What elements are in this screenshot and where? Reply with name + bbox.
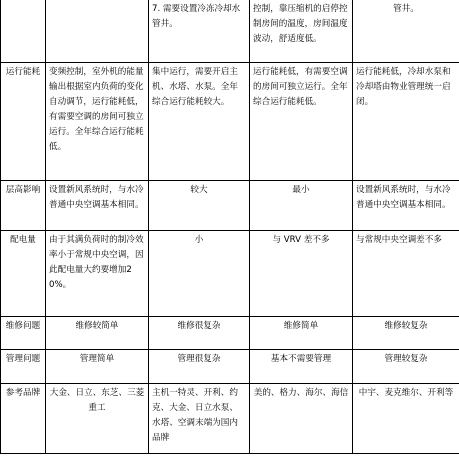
table-cell: 维修很复杂 <box>149 316 250 349</box>
table-row <box>1 230 459 316</box>
table-cell: 小 <box>149 230 250 316</box>
row-header-cell <box>1 0 46 62</box>
table-cell: 维修较复杂 <box>353 316 459 349</box>
table-cell: 管井。 <box>353 0 459 62</box>
table-cell: 控制，靠压缩机的启停控制房间的温度，房间温度波动，舒适度低。 <box>250 0 353 62</box>
table-cell: 7. 需要设置冷冻冷却水管井。 <box>149 0 250 62</box>
table-cell: 大金、日立、东芝、三菱重工 <box>46 383 149 453</box>
row-header-cell: 管理问题 <box>1 349 46 383</box>
table-cell: 最小 <box>250 180 353 230</box>
table-row <box>1 316 459 349</box>
table-cell: 较大 <box>149 180 250 230</box>
table-cell: 管理简单 <box>46 349 149 383</box>
table-cell: 变频控制，室外机的能量输出根据室内负荷的变化自动调节，运行能耗低，有需要空调的房间可独立运行。全年综合运行能耗低。 <box>46 62 149 180</box>
row-header-cell: 参考品牌 <box>1 383 46 453</box>
table-cell: 与 VRV 差不多 <box>250 230 353 316</box>
table-cell: 管理很复杂 <box>149 349 250 383</box>
table-cell: 与常规中央空调差不多 <box>353 230 459 316</box>
table-cell: 中宇、麦克维尔、开利等 <box>353 383 459 453</box>
table-cell: 维修简单 <box>250 316 353 349</box>
table-row <box>1 383 459 453</box>
table-cell: 集中运行，需要开启主机、水塔、水泵。全年综合运行能耗较大。 <box>149 62 250 180</box>
table-row <box>1 349 459 383</box>
table-cell: 运行能耗低，冷却水泵和冷却塔由物业管理统一启闭。 <box>353 62 459 180</box>
row-header-cell: 配电量 <box>1 230 46 316</box>
table-cell: 主机一特灵、开利、约克、大金、日立水泵、水塔、空调末端为国内品牌 <box>149 383 250 453</box>
table-cell: 运行能耗低，有需要空调的房间可独立运行。全年综合运行能耗低。 <box>250 62 353 180</box>
table-cell: 设置新风系统时，与水冷普通中央空调基本相同。 <box>353 180 459 230</box>
table-cell: 管理较复杂 <box>353 349 459 383</box>
table-row <box>1 180 459 230</box>
table-row <box>1 0 459 62</box>
table-cell: 设置新风系统时，与水冷普通中央空调基本相同。 <box>46 180 149 230</box>
table-cell: 由于其满负荷时的制冷效率小于常规中央空调，因此配电量大约要增加20%。 <box>46 230 149 316</box>
table-cell: 维修较简单 <box>46 316 149 349</box>
table-cell: 美的、格力、海尔、海信 <box>250 383 353 453</box>
table-cell <box>46 0 149 62</box>
row-header-cell: 维修问题 <box>1 316 46 349</box>
table-cell: 基本不需要管理 <box>250 349 353 383</box>
row-header-cell: 运行能耗 <box>1 62 46 180</box>
table-row <box>1 62 459 180</box>
row-header-cell: 层高影响 <box>1 180 46 230</box>
